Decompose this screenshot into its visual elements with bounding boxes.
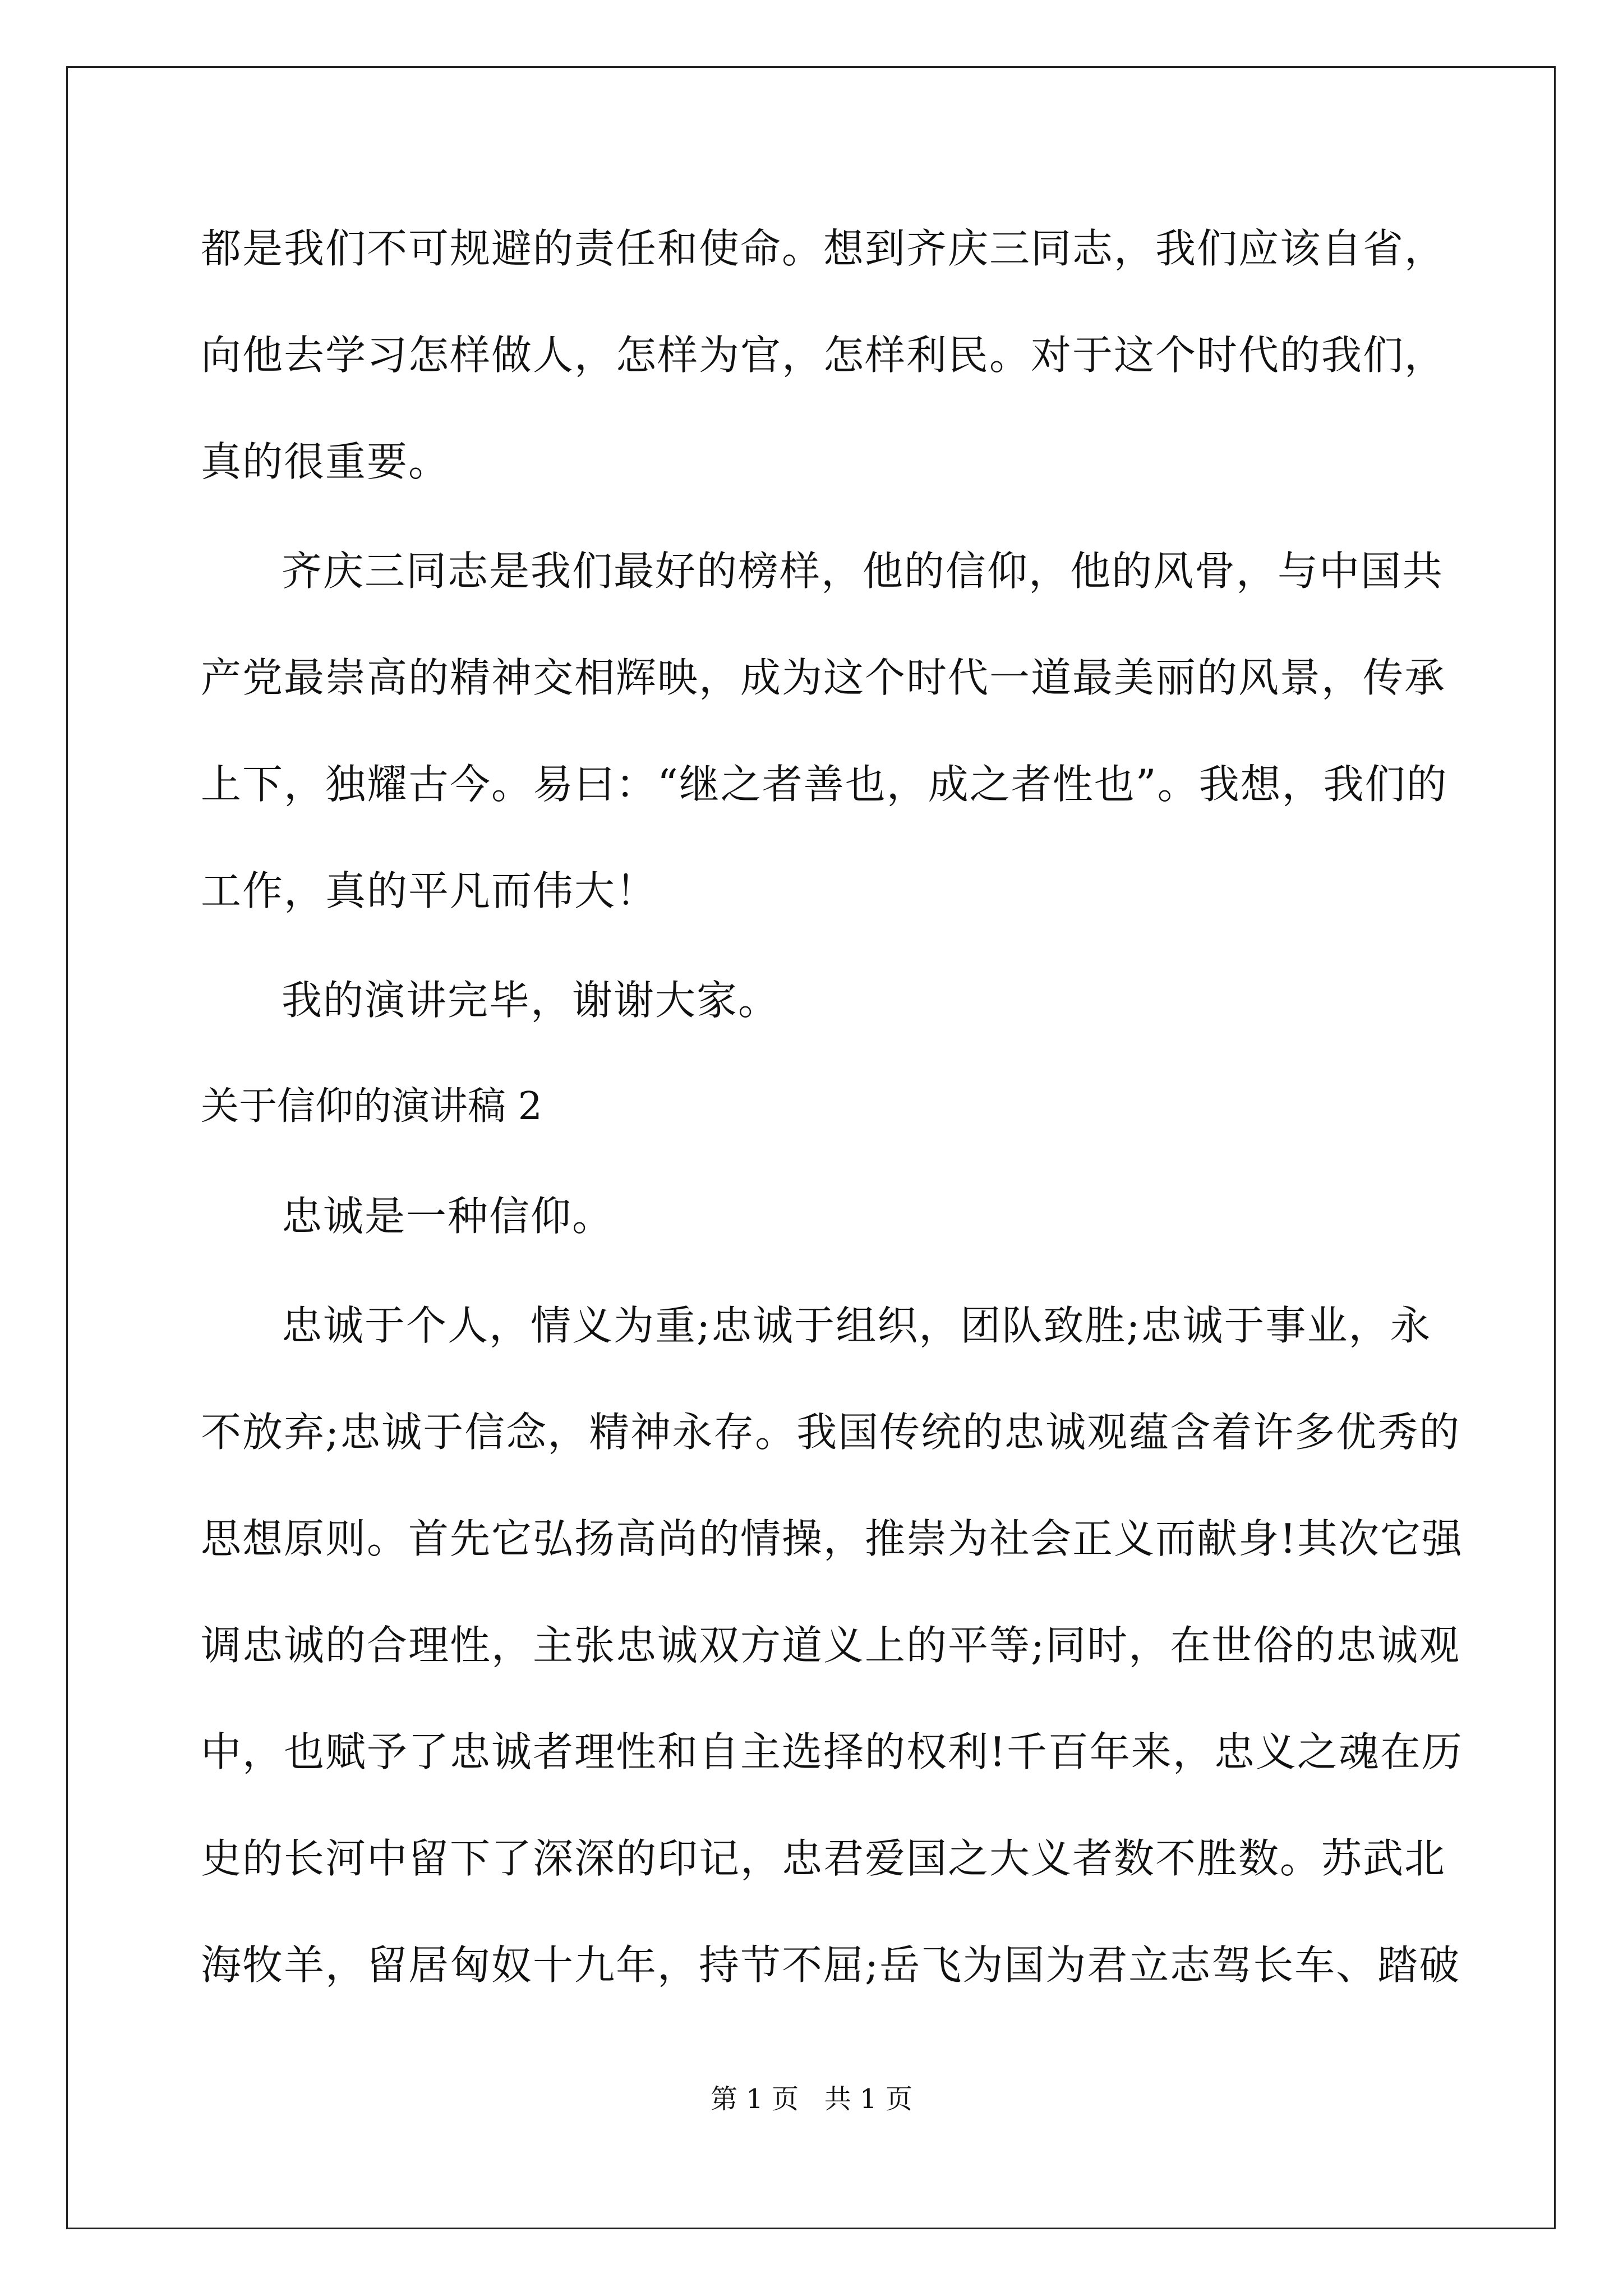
text-line: 史的长河中留下了深深的印记，忠君爱国之大义者数不胜数。苏武北 bbox=[201, 1835, 1446, 1882]
text-line: 调忠诚的合理性，主张忠诚双方道义上的平等;同时，在世俗的忠诚观 bbox=[201, 1622, 1461, 1669]
text-line: 不放弃;忠诚于信念，精神永存。我国传统的忠诚观蕴含着许多优秀的 bbox=[201, 1409, 1461, 1456]
page-total: 共 1 页 bbox=[824, 2083, 912, 2115]
text-line: 向他去学习怎样做人，怎样为官，怎样利民。对于这个时代的我们， bbox=[201, 332, 1446, 379]
page-number: 第 1 页 bbox=[711, 2083, 799, 2115]
text-line: 忠诚是一种信仰。 bbox=[282, 1193, 614, 1240]
text-line: 中，也赋予了忠诚者理性和自主选择的权利!千百年来，忠义之魂在历 bbox=[201, 1728, 1463, 1775]
text-line: 忠诚于个人，情义为重;忠诚于组织，团队致胜;忠诚于事业，永 bbox=[282, 1302, 1432, 1349]
page-footer bbox=[0, 2082, 1623, 2116]
text-line: 齐庆三同志是我们最好的榜样，他的信仰，他的风骨，与中国共 bbox=[282, 547, 1444, 595]
page-border bbox=[66, 66, 1556, 2229]
text-line: 真的很重要。 bbox=[201, 438, 450, 485]
text-line: 思想原则。首先它弘扬高尚的情操，推崇为社会正义而献身!其次它强 bbox=[201, 1515, 1463, 1562]
text-line: 上下，独耀古今。易曰：“继之者善也，成之者性也”。我想，我们的 bbox=[201, 761, 1448, 808]
section-heading: 关于信仰的演讲稿 2 bbox=[201, 1084, 542, 1129]
text-line: 海牧羊，留居匈奴十九年，持节不屈;岳飞为国为君立志驾长车、踏破 bbox=[201, 1941, 1461, 1989]
text-line: 都是我们不可规避的责任和使命。想到齐庆三同志，我们应该自省， bbox=[201, 225, 1446, 272]
text-line: 工作，真的平凡而伟大！ bbox=[201, 867, 658, 914]
footer-spacer bbox=[799, 2083, 824, 2115]
text-line: 我的演讲完毕，谢谢大家。 bbox=[282, 977, 780, 1024]
text-line: 产党最崇高的精神交相辉映，成为这个时代一道最美丽的风景，传承 bbox=[201, 654, 1446, 701]
